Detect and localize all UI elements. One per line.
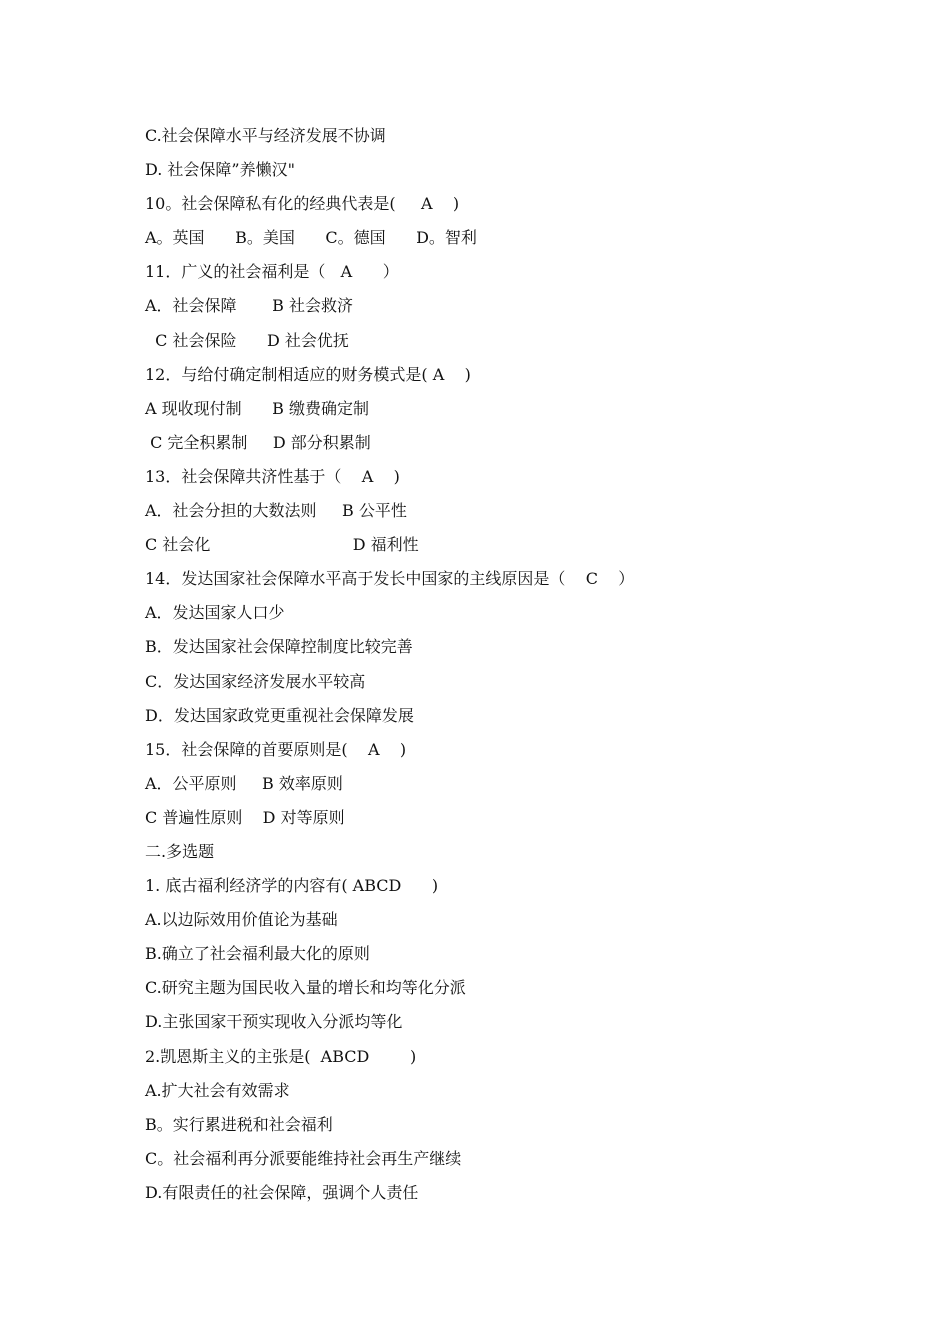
option-line: B．发达国家社会保障控制度比较完善 xyxy=(145,637,413,657)
option-line: C 普遍性原则 D 对等原则 xyxy=(145,807,345,827)
question-multi-1: 1. 底古福利经济学的内容有( ABCD ) xyxy=(145,876,439,896)
option-line: C．发达国家经济发展水平较高 xyxy=(145,671,366,691)
option-line: D.主张国家干预实现收入分派均等化 xyxy=(145,1012,403,1032)
option-line: D．发达国家政党更重视社会保障发展 xyxy=(145,705,414,725)
options-10: A。英国 B。美国 C。德国 D。智利 xyxy=(145,228,477,248)
text-line: C.社会保障水平与经济发展不协调 xyxy=(145,126,386,145)
option-line: A．发达国家人口少 xyxy=(145,603,285,623)
option-line: A 现收现付制 B 缴费确定制 xyxy=(145,398,370,418)
option-line: A.以边际效用价值论为基础 xyxy=(145,910,338,930)
question-15: 15．社会保障的首要原则是( A ) xyxy=(145,739,407,759)
document-body xyxy=(145,124,865,1215)
option-line: C 社会保险 D 社会优抚 xyxy=(145,330,349,350)
question-11: 11．广义的社会福利是（ A ） xyxy=(145,262,399,282)
option-line: A．公平原则 B 效率原则 xyxy=(145,773,343,793)
text-line: D. 社会保障”养懒汉" xyxy=(145,160,295,180)
question-14: 14．发达国家社会保障水平高于发长中国家的主线原因是（ C ） xyxy=(145,569,635,589)
option-line: C 完全积累制 D 部分积累制 xyxy=(145,432,371,452)
option-line: C 社会化 D 福利性 xyxy=(145,535,419,555)
option-line: C。社会福利再分派要能维持社会再生产继续 xyxy=(145,1148,462,1168)
option-line: C.研究主题为国民收入量的增长和均等化分派 xyxy=(145,978,466,998)
option-line: A．社会保障 B 社会救济 xyxy=(145,296,354,316)
option-line: A.扩大社会有效需求 xyxy=(145,1080,290,1100)
option-line: B.确立了社会福利最大化的原则 xyxy=(145,944,370,964)
question-10: 10。社会保障私有化的经典代表是( A ) xyxy=(145,194,460,214)
question-13: 13．社会保障共济性基于（ A ) xyxy=(145,466,400,486)
option-line: A．社会分担的大数法则 B 公平性 xyxy=(145,501,407,521)
option-line: D.有限责任的社会保障，强调个人责任 xyxy=(145,1182,419,1202)
question-multi-2: 2.凯恩斯主义的主张是( ABCD ) xyxy=(145,1046,417,1066)
question-12: 12．与给付确定制相适应的财务模式是( A ) xyxy=(145,364,471,384)
section-heading: 二.多选题 xyxy=(145,841,215,861)
option-line: B。实行累进税和社会福利 xyxy=(145,1114,333,1134)
